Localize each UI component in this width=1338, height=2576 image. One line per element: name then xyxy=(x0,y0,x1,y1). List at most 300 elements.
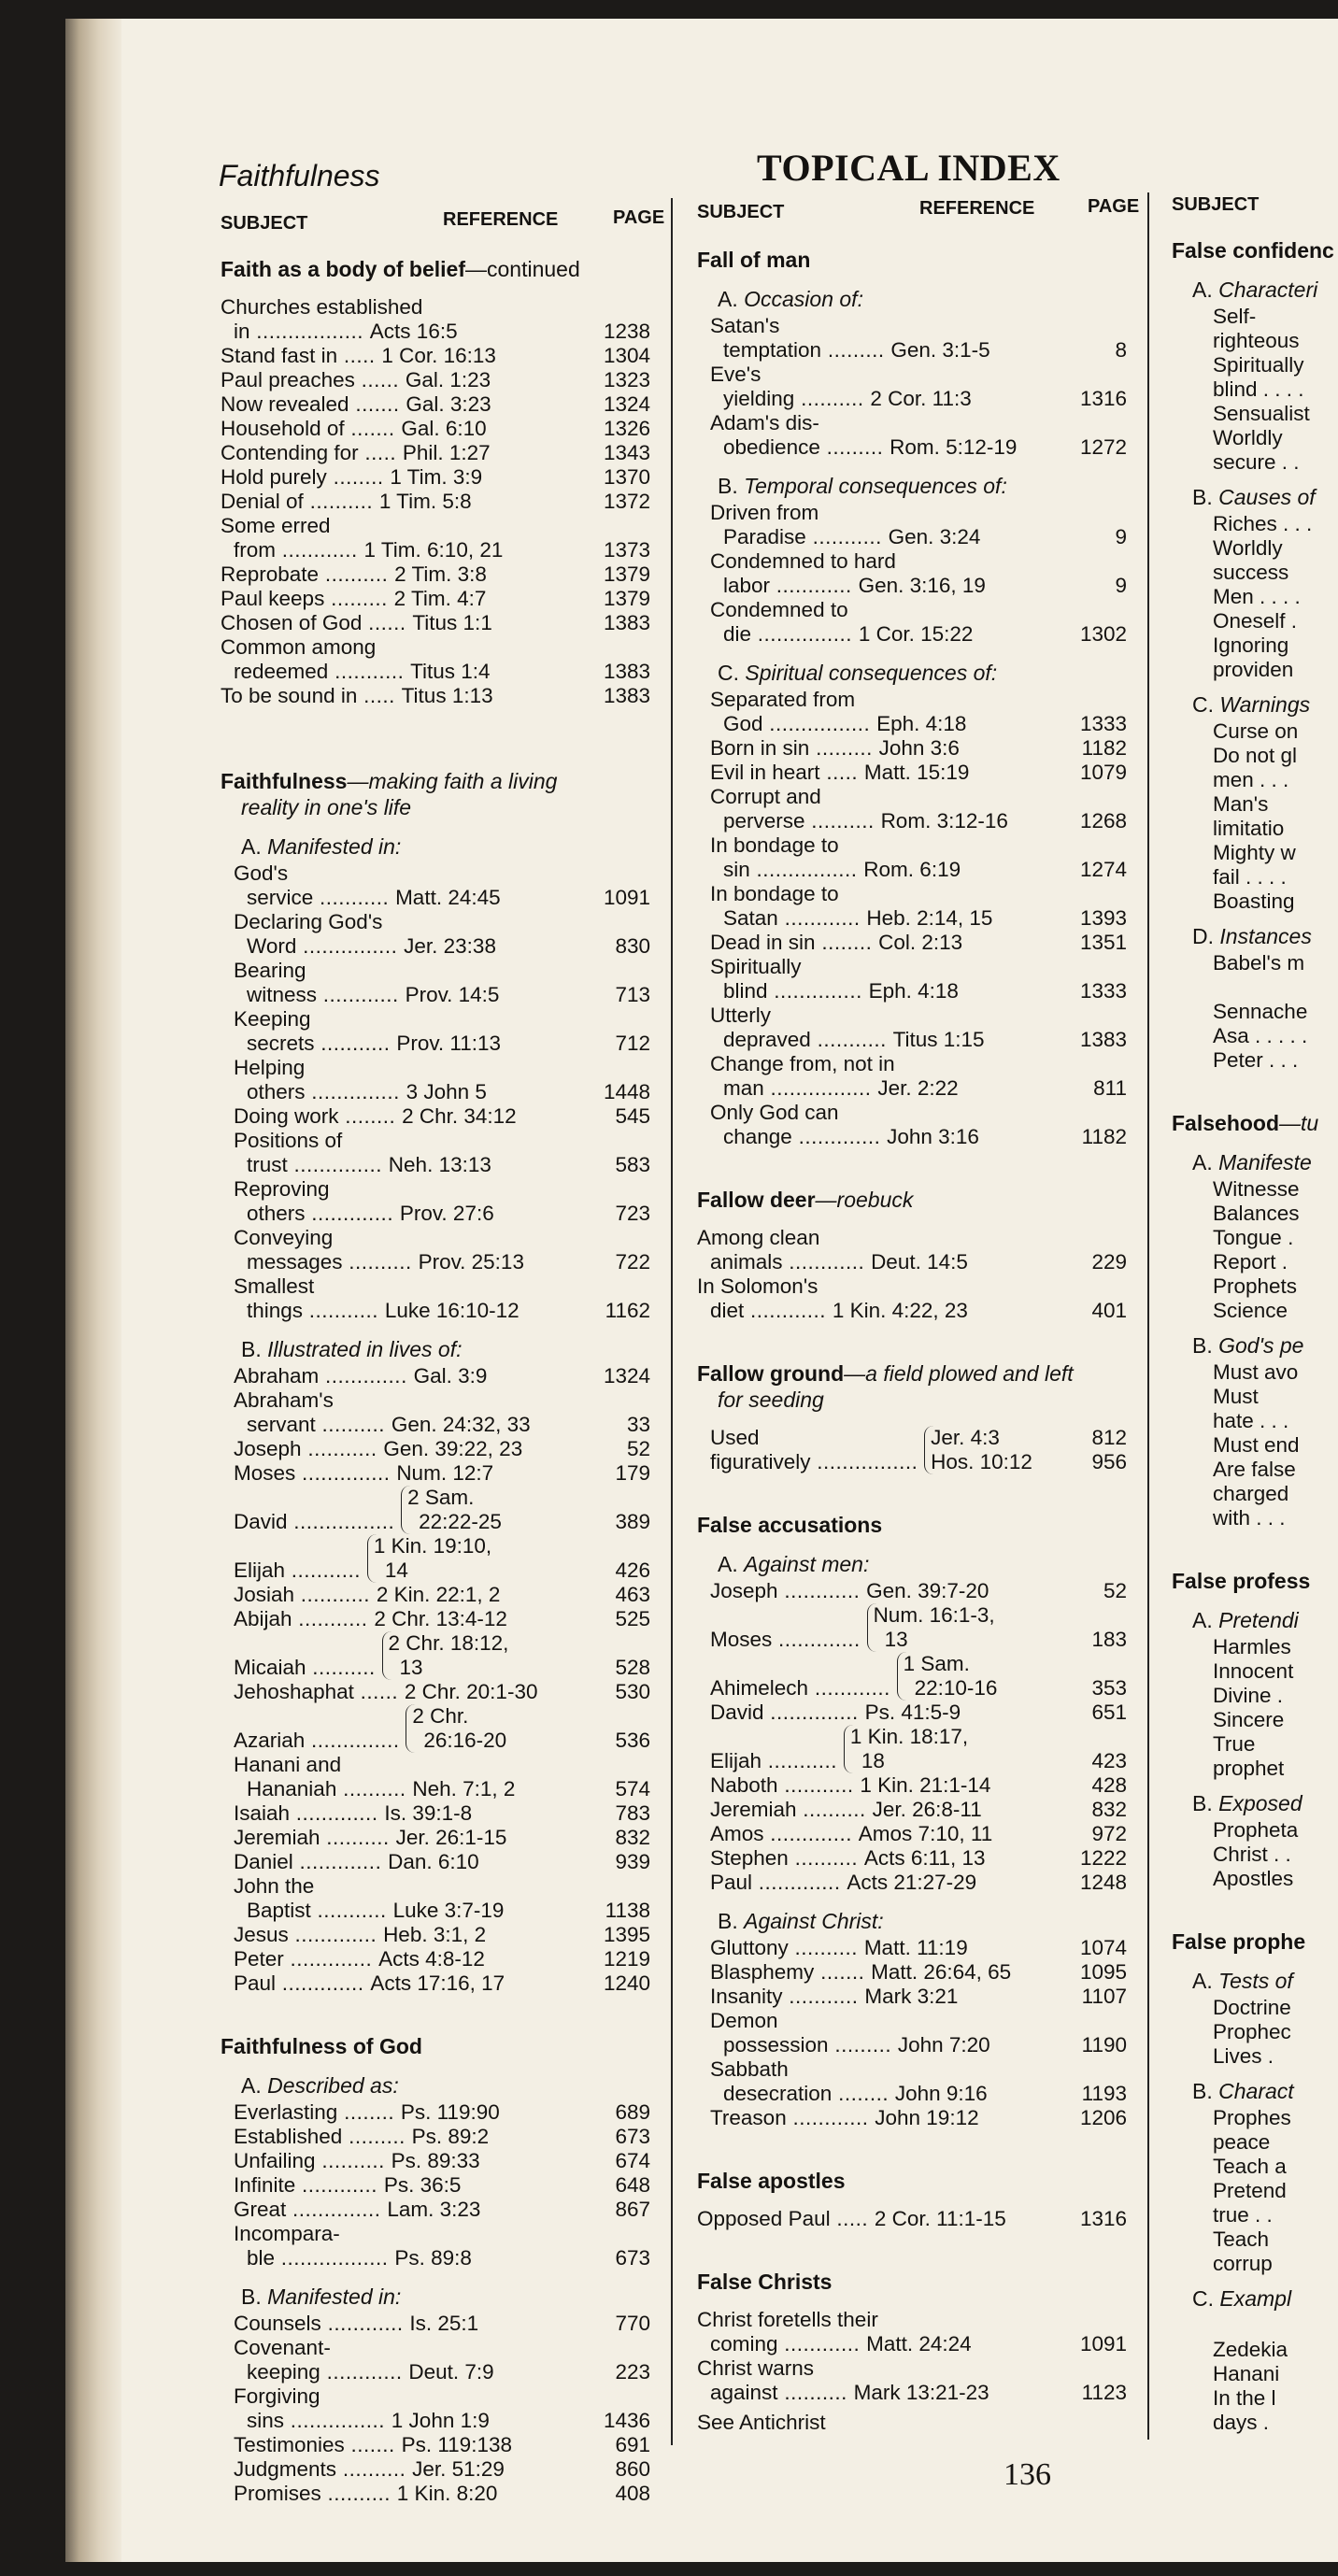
truncated-entry xyxy=(1172,1482,1338,1506)
section-heading xyxy=(1192,1968,1338,1994)
entry-reference xyxy=(863,858,961,882)
entry-reference xyxy=(391,2409,490,2433)
reference-line: Mark 13:21-23 xyxy=(853,2381,989,2404)
index-entry xyxy=(697,858,1127,882)
entry-reference xyxy=(871,1250,968,1274)
entry-subject: Household of xyxy=(221,417,345,440)
index-entry-line xyxy=(697,955,1127,979)
entry-subject: blind . . . . xyxy=(1213,377,1304,401)
entry-subject: Keeping xyxy=(234,1007,311,1031)
entry-subject: Satan's xyxy=(710,314,780,337)
entry-subject: Established xyxy=(234,2125,343,2148)
dot-leader: ........... xyxy=(285,1558,367,1582)
reference-line: Gen. 3:1-5 xyxy=(890,338,990,362)
entry-subject: Man's xyxy=(1213,792,1269,816)
entry-reference xyxy=(875,2106,978,2130)
entry-reference xyxy=(406,1080,487,1104)
dot-leader: .......... xyxy=(777,2381,854,2404)
entry-subject: obedience xyxy=(723,435,820,459)
entry-subject: Infinite xyxy=(234,2173,296,2197)
reference-line: 1 Sam. xyxy=(903,1652,970,1675)
dot-leader: ............... xyxy=(751,622,859,646)
book-page xyxy=(65,19,1338,2562)
entry-page: 651 xyxy=(1091,1701,1127,1724)
entry-subject: Hananiah xyxy=(247,1777,337,1800)
entry-reference xyxy=(406,368,491,392)
index-entry-line xyxy=(697,549,1127,574)
entry-subject: Divine . xyxy=(1213,1684,1284,1707)
topic-heading: Faithfulness of God xyxy=(221,2034,422,2058)
dot-leader: ..... xyxy=(358,441,403,464)
section-heading xyxy=(1192,1607,1338,1633)
entry-reference xyxy=(412,1777,515,1801)
index-entry xyxy=(221,1850,650,1874)
entry-list xyxy=(697,1936,1127,2130)
index-entry xyxy=(697,1299,1127,1323)
truncated-entry xyxy=(1172,951,1338,975)
index-entry xyxy=(221,1826,650,1850)
entry-subject: charged xyxy=(1213,1482,1289,1505)
entry-subject: Worldly xyxy=(1213,426,1283,449)
entry-page: 830 xyxy=(615,934,650,958)
entry-subject: Apostles xyxy=(1213,1867,1294,1890)
dot-leader: .......... xyxy=(788,1846,864,1870)
topic-faithfulness xyxy=(221,768,650,1996)
truncated-entry xyxy=(1172,2044,1338,2069)
entry-subject: Daniel xyxy=(234,1850,293,1873)
entry-reference xyxy=(410,660,490,684)
entry-subject: Do not gl xyxy=(1213,744,1298,767)
entry-subject: Conveying xyxy=(234,1226,334,1249)
index-entry xyxy=(697,2106,1127,2130)
index-entry xyxy=(221,684,650,708)
truncated-section xyxy=(1172,1149,1338,1323)
truncated-entry xyxy=(1172,402,1338,426)
entry-subject: Chosen of God xyxy=(221,611,363,634)
entry-subject: Balances xyxy=(1213,1202,1300,1225)
dot-leader: ............. xyxy=(276,1971,371,1995)
truncated-section xyxy=(1172,1790,1338,1891)
page-title: TOPICAL INDEX xyxy=(757,147,1060,189)
reference-line: Num. 12:7 xyxy=(396,1461,494,1485)
truncated-entry xyxy=(1172,658,1338,682)
entry-page: 1091 xyxy=(603,886,650,909)
section-letter: B. xyxy=(1192,485,1213,509)
truncated-entry xyxy=(1172,719,1338,744)
dot-leader: ........... xyxy=(328,660,411,683)
index-entry xyxy=(697,1985,1127,2009)
entry-reference xyxy=(393,1899,505,1923)
entry-reference xyxy=(873,1798,982,1822)
entry-reference xyxy=(370,1971,505,1996)
entry-page: 1219 xyxy=(603,1947,650,1971)
entry-subject: Reproving xyxy=(234,1177,330,1201)
entry-subject: David xyxy=(710,1701,764,1724)
truncated-entry xyxy=(1172,1274,1338,1299)
reference-line: Neh. 13:13 xyxy=(388,1153,491,1176)
dot-leader: ..... xyxy=(337,344,382,367)
index-entry-line xyxy=(697,2057,1127,2082)
index-entry-line xyxy=(221,1056,650,1080)
dot-leader: ............. xyxy=(288,1923,384,1946)
index-entry-line xyxy=(697,411,1127,435)
entry-page: 401 xyxy=(1091,1299,1127,1322)
entry-subject: Naboth xyxy=(710,1773,778,1797)
dot-leader: ............ xyxy=(777,2332,867,2355)
entry-list xyxy=(697,1579,1127,1895)
index-entry xyxy=(221,490,650,514)
reference-line: Prov. 14:5 xyxy=(405,983,500,1006)
topic-heading: False profess xyxy=(1172,1569,1311,1593)
index-entry xyxy=(221,1080,650,1104)
dot-leader: ............ xyxy=(777,1579,867,1602)
reference-line: Matt. 11:19 xyxy=(863,1936,968,1959)
truncated-entry xyxy=(1172,2362,1338,2386)
entry-reference xyxy=(378,1947,485,1971)
truncated-entry xyxy=(1172,2106,1338,2130)
entry-reference xyxy=(890,435,1017,460)
entry-subject: Corrupt and xyxy=(710,785,821,808)
index-entry-line xyxy=(221,295,650,320)
entry-list xyxy=(697,2308,1127,2405)
entry-subject: Jesus xyxy=(234,1923,289,1946)
entry-subject: hate . . . xyxy=(1213,1409,1289,1432)
entry-subject: Everlasting xyxy=(234,2100,338,2124)
index-entry xyxy=(697,1725,1127,1773)
entry-page: 1074 xyxy=(1079,1936,1127,1959)
reference-line: Gen. 24:32, 33 xyxy=(391,1413,531,1436)
entry-reference xyxy=(388,1850,479,1874)
index-entry xyxy=(221,1583,650,1607)
entry-reference xyxy=(881,809,1008,833)
entry-reference xyxy=(895,2082,988,2106)
entry-subject: Babel's m xyxy=(1213,951,1305,975)
truncated-entry xyxy=(1172,1385,1338,1409)
entry-page: 1182 xyxy=(1081,1125,1127,1148)
index-entry-line xyxy=(697,2308,1127,2332)
index-entry-line xyxy=(697,882,1127,906)
index-entry-line xyxy=(221,861,650,886)
reference-line: Num. 16:1-3, xyxy=(873,1603,995,1627)
col3-header-subject: SUBJECT xyxy=(1172,194,1260,215)
entry-reference xyxy=(367,1534,491,1583)
truncated-section xyxy=(1172,2078,1338,2276)
section-letter: C. xyxy=(1192,692,1214,717)
reference-line: Titus 1:1 xyxy=(412,611,492,634)
section-label: Warnings xyxy=(1219,692,1311,717)
entry-reference xyxy=(412,611,491,635)
entry-subject: Word xyxy=(247,934,297,958)
entry-page: 1383 xyxy=(603,660,650,683)
entry-reference xyxy=(893,1028,985,1052)
entry-reference xyxy=(382,1631,509,1680)
index-entry-line xyxy=(221,1129,650,1153)
entry-subject: Jeremiah xyxy=(710,1798,797,1821)
section-label: Exposed xyxy=(1218,1791,1302,1815)
truncated-entry xyxy=(1172,1226,1338,1250)
dot-leader: ........... xyxy=(314,1032,397,1055)
entry-subject: Curse on xyxy=(1213,719,1299,743)
entry-subject: sins xyxy=(247,2409,285,2432)
entry-subject: Peter xyxy=(234,1947,284,1971)
truncated-entry xyxy=(1172,2203,1338,2227)
dot-leader: ..... xyxy=(819,761,864,784)
index-entry xyxy=(221,611,650,635)
index-entry xyxy=(697,2381,1127,2405)
reference-line: 1 Tim. 5:8 xyxy=(378,490,472,513)
section-letter: A. xyxy=(1192,1150,1213,1174)
entry-subject: Prophets xyxy=(1213,1274,1298,1298)
section-heading xyxy=(1192,1149,1338,1175)
entry-subject: Incompara- xyxy=(234,2222,340,2245)
topic-heading: Faith as a body of belief—continued xyxy=(221,257,580,281)
entry-subject: Oneself . xyxy=(1213,609,1298,633)
index-entry xyxy=(697,761,1127,785)
entry-subject: Denial of xyxy=(221,490,304,513)
entry-subject: Reprobate xyxy=(221,562,320,586)
truncated-entry xyxy=(1172,1250,1338,1274)
reference-line: Dan. 6:10 xyxy=(388,1850,479,1873)
reference-line: Ps. 89:8 xyxy=(394,2246,472,2270)
entry-page: 712 xyxy=(615,1032,650,1055)
topic-false-confidence xyxy=(1172,237,1338,1073)
reference-line: Gal. 1:23 xyxy=(405,368,491,391)
reference-line: Eph. 4:18 xyxy=(868,979,959,1003)
section-letter: A. xyxy=(1192,1608,1213,1632)
entry-subject: Helping xyxy=(234,1056,306,1079)
entry-reference xyxy=(405,1680,538,1704)
entry-page: 939 xyxy=(615,1850,650,1873)
dot-leader: ................. xyxy=(275,2246,395,2270)
entry-page: 713 xyxy=(615,983,650,1006)
entry-subject: Teach xyxy=(1213,2227,1270,2251)
index-entry xyxy=(221,1680,650,1704)
index-entry xyxy=(221,1923,650,1947)
index-entry xyxy=(221,1801,650,1826)
section-heading xyxy=(1192,1332,1338,1359)
dot-leader: ....... xyxy=(344,2433,402,2456)
entry-subject: Ahimelech xyxy=(710,1676,809,1700)
entry-subject-line: figuratively xyxy=(710,1450,811,1473)
dot-leader: ................ xyxy=(762,712,877,735)
reference-line: John 3:6 xyxy=(878,736,960,760)
reference-line: Rom. 3:12-16 xyxy=(880,809,1008,833)
entry-subject: Doctrine xyxy=(1213,1996,1291,2019)
index-entry xyxy=(221,983,650,1007)
entry-reference xyxy=(370,320,458,344)
index-entry xyxy=(221,2312,650,2336)
index-entry xyxy=(697,931,1127,955)
entry-subject: success xyxy=(1213,561,1289,584)
dot-leader: ........... xyxy=(810,1028,893,1051)
index-entry xyxy=(221,562,650,587)
dot-leader: .......... xyxy=(804,809,881,833)
entry-subject: Now revealed xyxy=(221,392,349,416)
entry-subject: Paul preaches xyxy=(221,368,355,391)
index-entry xyxy=(221,1104,650,1129)
reference-line: 18 xyxy=(861,1749,885,1772)
truncated-entry xyxy=(1172,1000,1338,1024)
entry-page: 223 xyxy=(615,2360,650,2384)
entry-page: 1383 xyxy=(603,684,650,707)
entry-subject: Evil in heart xyxy=(710,761,820,784)
page-line: 812 xyxy=(1091,1426,1127,1449)
index-entry xyxy=(697,1701,1127,1725)
reference-line: Jer. 51:29 xyxy=(412,2457,505,2481)
dot-leader: ............. xyxy=(305,1202,400,1225)
truncated-entry xyxy=(1172,536,1338,561)
dot-leader: ............. xyxy=(283,1947,379,1971)
entry-page: 1393 xyxy=(1079,906,1127,930)
dot-leader: ..... xyxy=(830,2207,875,2230)
index-entry-line xyxy=(221,1874,650,1899)
truncated-entry xyxy=(1172,1433,1338,1458)
entry-subject: labor xyxy=(723,574,771,597)
truncated-entry xyxy=(1172,1732,1338,1757)
reference-line: Gal. 6:10 xyxy=(401,417,487,440)
truncated-entry xyxy=(1172,2313,1338,2338)
entry-reference xyxy=(412,2457,505,2482)
truncated-entry xyxy=(1172,1409,1338,1433)
entry-subject: corrup xyxy=(1213,2252,1273,2275)
entry-subject: others xyxy=(247,1202,306,1225)
entry-page: 1372 xyxy=(603,490,650,513)
entry-reference xyxy=(402,684,493,708)
index-entry-line xyxy=(697,501,1127,525)
section-heading: B. Illustrated in lives of: xyxy=(241,1337,463,1361)
truncated-section xyxy=(1172,277,1338,475)
entry-list xyxy=(697,688,1127,1149)
entry-subject: prophet xyxy=(1213,1757,1285,1780)
entry-subject: In Solomon's xyxy=(697,1274,818,1298)
truncated-entry xyxy=(1172,426,1338,450)
index-entry xyxy=(697,1125,1127,1149)
dot-leader: .......... xyxy=(336,2457,413,2481)
truncated-entry xyxy=(1172,329,1338,353)
entry-reference xyxy=(859,622,974,647)
entry-subject: In bondage to xyxy=(710,833,839,857)
truncated-entry xyxy=(1172,865,1338,890)
entry-subject: Testimonies xyxy=(234,2433,345,2456)
reference-line: Prov. 25:13 xyxy=(418,1250,524,1274)
dot-leader: ................ xyxy=(810,1450,925,1473)
dot-leader: .............. xyxy=(305,1729,406,1752)
dot-leader: ...... xyxy=(362,611,413,634)
entry-subject: Spiritually xyxy=(710,955,802,978)
entry-subject: Covenant- xyxy=(234,2336,331,2359)
dot-leader: .............. xyxy=(287,1153,389,1176)
entry-subject: Worldly xyxy=(1213,536,1283,560)
dot-leader: ........ xyxy=(326,465,391,489)
reference-line: 2 Tim. 4:7 xyxy=(393,587,487,610)
entry-subject: coming xyxy=(710,2332,778,2355)
column-2 xyxy=(697,241,1127,2472)
dot-leader: ........... xyxy=(762,1749,844,1772)
index-entry xyxy=(221,1899,650,1923)
entry-page: 1079 xyxy=(1079,761,1127,784)
truncated-entry xyxy=(1172,353,1338,377)
entry-reference xyxy=(394,562,487,587)
col1-header-subject: SUBJECT xyxy=(221,213,308,234)
column-rule-2 xyxy=(1147,192,1149,2440)
section-heading: A. Described as: xyxy=(241,2073,399,2098)
dot-leader: .......... xyxy=(315,1413,391,1436)
reference-line: Gen. 39:7-20 xyxy=(866,1579,989,1602)
entry-subject: Some erred xyxy=(221,514,331,537)
entry-subject: animals xyxy=(710,1250,783,1274)
truncated-entry xyxy=(1172,841,1338,865)
index-entry xyxy=(221,2246,650,2270)
entry-page: 832 xyxy=(615,1826,650,1849)
index-entry-line xyxy=(697,1003,1127,1028)
topic-heading: False Christs xyxy=(697,2270,833,2294)
entry-page: 1302 xyxy=(1079,622,1127,646)
entry-subject: fail . . . . xyxy=(1213,865,1287,889)
entry-subject: Counsels xyxy=(234,2312,321,2335)
reference-line: 1 John 1:9 xyxy=(391,2409,490,2432)
dot-leader: ............ xyxy=(770,574,859,597)
index-entry xyxy=(221,1413,650,1437)
entry-reference xyxy=(374,1607,507,1631)
reference-line: John 7:20 xyxy=(897,2033,990,2057)
index-entry xyxy=(697,906,1127,931)
entry-page: 1138 xyxy=(605,1899,650,1922)
dot-leader: ............ xyxy=(808,1676,897,1700)
dot-leader: .......... xyxy=(319,562,395,586)
entry-list xyxy=(697,501,1127,647)
truncated-entry xyxy=(1172,975,1338,1000)
entry-subject: To be sound in xyxy=(221,684,358,707)
entry-reference xyxy=(877,1076,958,1101)
entry-page: 530 xyxy=(615,1680,650,1703)
topic-heading: False confidenc xyxy=(1172,238,1334,263)
entry-subject: God's xyxy=(234,861,289,885)
dot-leader: .......... xyxy=(315,2149,391,2172)
dot-leader: ............... xyxy=(296,934,405,958)
entry-page: 1448 xyxy=(603,1080,650,1103)
entry-page: 722 xyxy=(615,1250,650,1274)
index-entry-line xyxy=(697,1101,1127,1125)
reference-line: 13 xyxy=(399,1656,423,1679)
col2-header-reference: REFERENCE xyxy=(919,198,1035,219)
entry-subject: in xyxy=(234,320,250,343)
dot-leader: .......... xyxy=(303,490,379,513)
col2-header-subject: SUBJECT xyxy=(697,202,785,222)
entry-subject: Christ foretells their xyxy=(697,2308,878,2331)
dot-leader: ............. xyxy=(319,1364,414,1388)
index-entry xyxy=(221,1486,650,1534)
entry-page: 1370 xyxy=(603,465,650,489)
index-entry xyxy=(221,1704,650,1753)
entry-subject: Hanani and xyxy=(234,1753,342,1776)
entry-page: 1351 xyxy=(1079,931,1127,954)
entry-page: 1272 xyxy=(1079,435,1127,459)
topic-false-prophets xyxy=(1172,1928,1338,2435)
entry-subject: messages xyxy=(247,1250,343,1274)
dot-leader: ........ xyxy=(338,1104,403,1128)
entry-subject: Christ . . xyxy=(1213,1843,1291,1866)
index-entry-line xyxy=(221,1226,650,1250)
entry-page: 1240 xyxy=(603,1971,650,1995)
dot-leader: ............ xyxy=(786,2106,875,2129)
entry-subject: possession xyxy=(723,2033,829,2057)
reference-line: Prov. 11:13 xyxy=(396,1032,502,1055)
entry-page: 723 xyxy=(615,1202,650,1225)
entry-subject: Condemned to hard xyxy=(710,549,896,573)
index-entry xyxy=(697,435,1127,460)
entry-reference xyxy=(864,1985,958,2009)
index-entry xyxy=(697,525,1127,549)
